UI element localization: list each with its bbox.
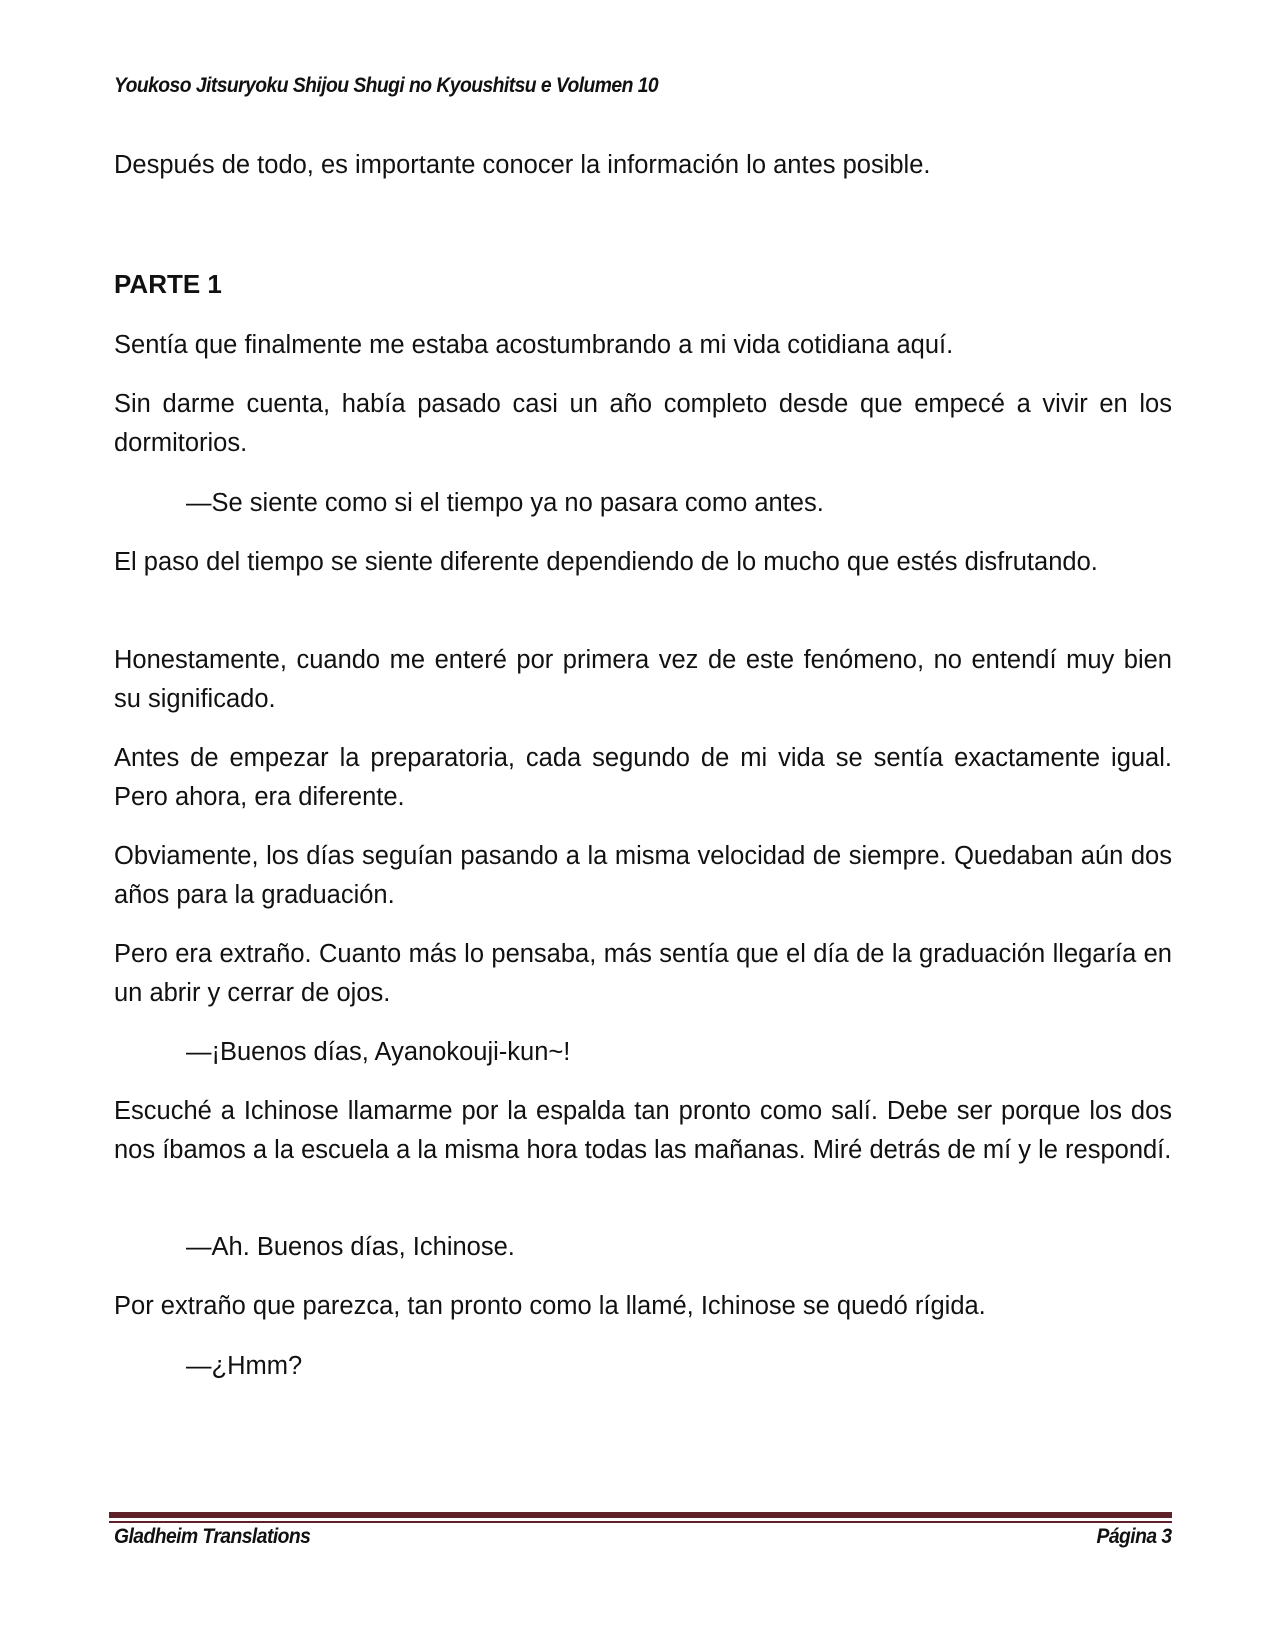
running-header: Youkoso Jitsuryoku Shijou Shugi no Kyoushitsu e Volumen 10 (114, 74, 659, 97)
paragraph: Obviamente, los días seguían pasando a la misma velocidad de siempre. Quedaban aún dos años para la graduación. (114, 842, 1172, 909)
paragraph: Sentía que finalmente me estaba acostumbrando a mi vida cotidiana aquí. (114, 331, 954, 359)
footer-rule (109, 1512, 1172, 1518)
footer-translator: Gladheim Translations (114, 1525, 311, 1548)
paragraph: Antes de empezar la preparatoria, cada segundo de mi vida se sentía exactamente igual. Pero ahora, era diferente. (114, 744, 1172, 811)
section-heading: PARTE 1 (114, 269, 222, 299)
footer-rule-thin (109, 1521, 1172, 1523)
dialogue-line: —Se siente como si el tiempo ya no pasara como antes. (186, 489, 824, 517)
paragraph: Honestamente, cuando me enteré por primera vez de este fenómeno, no entendí muy bien su significado. (114, 646, 1172, 713)
dialogue-line: —Ah. Buenos días, Ichinose. (186, 1233, 515, 1261)
paragraph: El paso del tiempo se siente diferente dependiendo de lo mucho que estés disfrutando. (114, 548, 1098, 576)
paragraph: Pero era extraño. Cuanto más lo pensaba, más sentía que el día de la graduación llegaría en un abrir y cerrar de ojos. (114, 940, 1172, 1007)
footer-page-number: Página 3 (1096, 1525, 1172, 1548)
paragraph-intro: Después de todo, es importante conocer la información lo antes posible. (114, 151, 931, 179)
paragraph: Escuché a Ichinose llamarme por la espalda tan pronto como salí. Debe ser porque los dos nos íbamos a la escuela a la misma hora todas las mañanas. Miré detrás de mí y le respondí. (114, 1097, 1172, 1164)
dialogue-line: —¡Buenos días, Ayanokouji-kun~! (186, 1038, 571, 1066)
dialogue-line: —¿Hmm? (186, 1352, 303, 1380)
paragraph: Sin darme cuenta, había pasado casi un año completo desde que empecé a vivir en los dormitorios. (114, 390, 1172, 457)
paragraph: Por extraño que parezca, tan pronto como la llamé, Ichinose se quedó rígida. (114, 1292, 986, 1320)
